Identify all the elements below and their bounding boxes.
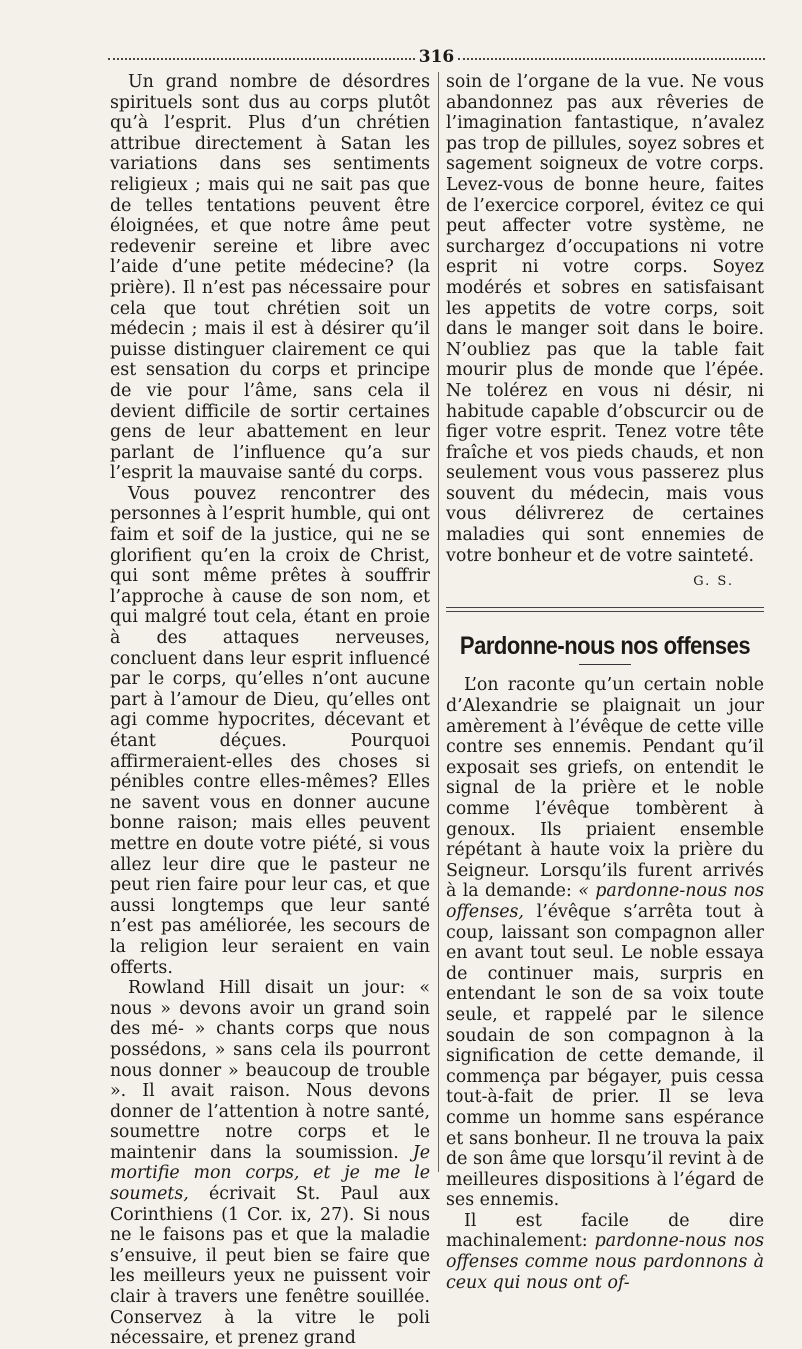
right-column (446, 72, 764, 1293)
left-column (110, 72, 430, 1349)
paragraph: soin de l’organe de la vue. Ne vous abandonnez pas aux rêveries de l’imagination fantastique, n’avalez pas trop de pillules, soyez sobres et sagement soigneux de votre corps. Levez-vous de bonne heure, faites de l’exercice corporel, évitez ce qui peut affecter votre système, ne surchargez d’occupations ni votre esprit ni votre corps. Soyez modérés et sobres en satisfaisant les appetits de votre corps, soit dans le manger soit dans le boire. N’oubliez pas que la table fait mourir plus de monde que l’épée. Ne tolérez en vous ni désir, ni habitude capable d’obscurcir ou de figer votre esprit. Tenez votre tête fraîche et vos pieds chauds, et non seulement vous vous passerez plus souvent du médecin, mais vous vous délivrerez de certaines maladies qui sont ennemies de votre bonheur et de votre sainteté. (446, 72, 764, 566)
title-underline (579, 664, 631, 665)
header-rule-right (458, 58, 765, 60)
text-run: Il est facile de dire machinalement: (446, 1210, 764, 1252)
text-run: l’évêque s’arrêta tout à coup, laissant son compagnon aller en avant tout seul. Le noble essaya de continuer mais, surpris en entendant le son de sa voix toute seule, et rappelé par le silence soudain de son compagnon à la signification de cette demande, il commença par bégayer, puis cessa tout-à-fait de prier. Il se leva comme un homme sans espérance et sans bonheur. Il ne trouva la paix de son âme que lorsqu’il revint à de meilleures dispositions à l’égard de ses ennemis. (446, 901, 764, 1211)
paragraph (446, 1211, 764, 1293)
separator-rule (446, 611, 764, 612)
paragraph: Vous pouvez rencontrer des personnes à l’esprit humble, qui ont faim et soif de la justice, qui ne se glorifient qu’en la croix de Christ, qui sont même prêtes à souffrir l’approche à cause de son nom, et qui malgré tout cela, étant en proie à des attaques nerveuses, concluent dans leur esprit influencé par le corps, qu’elles n’ont aucune part à l’amour de Dieu, qu’elles ont agi comme hypocrites, décevant et étant déçues. Pourquoi affirmeraient-elles des choses si pénibles contre elles-mêmes? Elles ne savent vous en donner aucune bonne raison; mais elles peuvent mettre en doute votre piété, si vous allez leur dire que le pasteur ne peut rien faire pour leur cas, et que aussi longtemps que leur santé n’est pas améliorée, les secours de la religion leur seraient en vain offerts. (110, 483, 430, 978)
column-divider (438, 72, 439, 1172)
paragraph (446, 675, 764, 1210)
header-rule-left (108, 58, 415, 60)
text-run: Rowland Hill disait un jour: « nous » devons avoir un grand soin des mé- » chants corps que nous possédons, » sans cela ils pourront nous donner » beaucoup de trouble ». Il avait raison. Nous devons donner de l’attention à notre santé, soumettre notre corps et le maintenir dans la soumission. (110, 978, 430, 1163)
signature: G. S. (693, 574, 734, 590)
page-header (108, 46, 765, 68)
paragraph (110, 978, 430, 1349)
paragraph: Un grand nombre de désordres spirituels sont dus au corps plutôt qu’à l’esprit. Plus d’un chrétien attribue directement à Satan les variations dans ses sentiments religieux ; mais qui ne sait pas que de telles tentations peuvent être éloignées, et que notre âme peut redevenir sereine et libre avec l’aide d’une petite médecine? (la prière). Il n’est pas nécessaire pour cela que tout chrétien soit un médecin ; mais il est à désirer qu’il puisse distinguer clairement ce qui est sensation du corps et principe de vie pour l’âme, sans cela il devient difficile de sortir certaines gens de leur abattement en leur parlant de l’influence qu’a sur l’esprit la mauvaise santé du corps. (110, 72, 430, 484)
italic-quote: « pardonne-nous nos offenses, (446, 881, 764, 922)
page-number: 316 (418, 47, 455, 67)
separator-rule (446, 607, 764, 608)
italic-quote: pardonne-nous nos offenses comme nous pardonnons à ceux qui nous ont of- (446, 1231, 764, 1293)
text-run: L’on raconte qu’un certain noble d’Alexandrie se plaignait un jour amèrement à l’évêque de cette ville contre ses ennemis. Pendant qu’il exposait ses griefs, on entendit le signal de la prière et le noble comme l’évêque tombèrent à genoux. Ils priaient ensemble répétant à haute voix la prière du Seigneur. Lorsqu’ils furent arrivés à la demande: (446, 675, 764, 902)
article-title: Pardonne-nous nos offenses (459, 630, 751, 660)
text-run: écrivait St. Paul aux Corinthiens (1 Cor. ix, 27). Si nous ne le faisons pas et que la maladie s’ensuive, il peut bien se faire que les meilleurs yeux ne puissent voir clair à travers une fenêtre souillée. Conservez à la vitre le poli nécessaire, et prenez grand (110, 1184, 431, 1349)
italic-quote: Je mortifie mon corps, et je me le soumets, (110, 1142, 431, 1205)
